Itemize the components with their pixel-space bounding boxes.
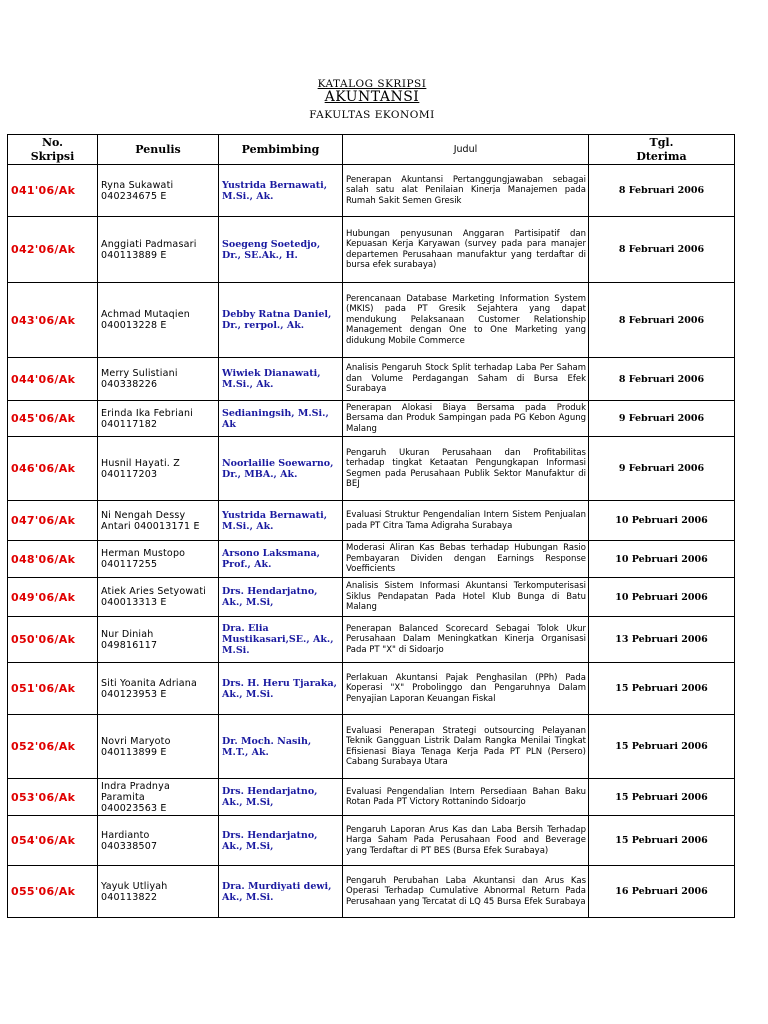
col-header-pembimbing: Pembimbing bbox=[219, 135, 343, 165]
penulis-cell bbox=[98, 165, 219, 217]
judul-cell: Evaluasi Penerapan Strategi outsourcing Pelayanan Teknik Gangguan Listrik Dalam Rangka Menilai Tingkat Efisienasi Biaya Tenaga Kerja Pada PT PLN (Persero) Cabang Surabaya Utara bbox=[343, 715, 589, 779]
judul-cell: Penerapan Balanced Scorecard Sebagai Tolok Ukur Perusahaan Dalam Meningkatkan Kinerja Organisasi Pada PT "X" di Sidoarjo bbox=[343, 617, 589, 663]
pembimbing-cell: Drs. Hendarjatno, Ak., M.Si, bbox=[219, 779, 343, 816]
penulis-nim: 040113822 bbox=[101, 891, 158, 903]
penulis-nim: 040013228 E bbox=[101, 320, 167, 331]
tanggal-cell: 9 Februari 2006 bbox=[589, 401, 735, 437]
col-header-penulis: Penulis bbox=[98, 135, 219, 165]
penulis-cell bbox=[98, 217, 219, 283]
penulis-nim: 049816117 bbox=[101, 639, 158, 651]
penulis-cell bbox=[98, 437, 219, 501]
pembimbing-cell: Drs. H. Heru Tjaraka, Ak., M.Si. bbox=[219, 663, 343, 715]
table-row bbox=[8, 501, 735, 541]
penulis-name: Yayuk Utliyah bbox=[101, 880, 168, 892]
penulis-name: Siti Yoanita Adriana bbox=[101, 677, 198, 689]
pembimbing-cell: Yustrida Bernawati, M.Si., Ak. bbox=[219, 501, 343, 541]
table-row bbox=[8, 779, 735, 816]
pembimbing-cell: Arsono Laksmana, Prof., Ak. bbox=[219, 541, 343, 578]
skripsi-number: 050'06/Ak bbox=[8, 617, 98, 663]
penulis-nim: Antari 040013171 E bbox=[101, 520, 200, 532]
tanggal-cell: 10 Pebruari 2006 bbox=[589, 541, 735, 578]
penulis-name: Hardianto bbox=[101, 829, 150, 841]
tanggal-cell: 8 Februari 2006 bbox=[589, 283, 735, 358]
tanggal-cell: 10 Pebruari 2006 bbox=[589, 501, 735, 541]
pembimbing-cell: Dr. Moch. Nasih, M.T., Ak. bbox=[219, 715, 343, 779]
penulis-name: Husnil Hayati. Z bbox=[101, 457, 180, 469]
table-row bbox=[8, 663, 735, 715]
skripsi-number: 052'06/Ak bbox=[8, 715, 98, 779]
judul-cell: Analisis Sistem Informasi Akuntansi Terkomputerisasi Siklus Pendapatan Pada Hotel Klub Bunga di Batu Malang bbox=[343, 578, 589, 617]
col-header-tgl: Tgl. Dterima bbox=[589, 135, 735, 165]
tanggal-cell: 13 Pebruari 2006 bbox=[589, 617, 735, 663]
skripsi-number: 054'06/Ak bbox=[8, 816, 98, 866]
penulis-name: Atiek Aries Setyowati bbox=[101, 586, 207, 597]
table-row bbox=[8, 617, 735, 663]
skripsi-number: 055'06/Ak bbox=[8, 866, 98, 918]
skripsi-number: 051'06/Ak bbox=[8, 663, 98, 715]
pembimbing-cell: Soegeng Soetedjo, Dr., SE.Ak., H. bbox=[219, 217, 343, 283]
judul-cell: Analisis Pengaruh Stock Split terhadap Laba Per Saham dan Volume Perdagangan Saham di Bursa Efek Surabaya bbox=[343, 358, 589, 401]
penulis-name: Anggiati Padmasari bbox=[101, 238, 197, 250]
penulis-cell bbox=[98, 501, 219, 541]
skripsi-number: 046'06/Ak bbox=[8, 437, 98, 501]
penulis-cell bbox=[98, 816, 219, 866]
table-row bbox=[8, 715, 735, 779]
skripsi-number: 049'06/Ak bbox=[8, 578, 98, 617]
judul-cell: Hubungan penyusunan Anggaran Partisipatif dan Kepuasan Kerja Karyawan (survey pada para manajer departemen Perusahaan manufaktur yang terdaftar di bursa efek surabaya) bbox=[343, 217, 589, 283]
tanggal-cell: 9 Februari 2006 bbox=[589, 437, 735, 501]
penulis-cell bbox=[98, 779, 219, 816]
skripsi-table bbox=[7, 134, 735, 918]
judul-cell: Pengaruh Perubahan Laba Akuntansi dan Arus Kas Operasi Terhadap Cumulative Abnormal Return Pada Perusahaan yang Tercatat di LQ 45 Bursa Efek Surabaya bbox=[343, 866, 589, 918]
penulis-cell bbox=[98, 866, 219, 918]
penulis-nim: 040234675 E bbox=[101, 190, 167, 202]
penulis-name: Erinda Ika Febriani bbox=[101, 407, 194, 419]
penulis-cell bbox=[98, 617, 219, 663]
pembimbing-cell: Dra. Murdiyati dewi, Ak., M.Si. bbox=[219, 866, 343, 918]
penulis-nim: 040338507 bbox=[101, 840, 158, 852]
penulis-nim: 040023563 E bbox=[101, 802, 167, 814]
col-header-judul: Judul bbox=[343, 135, 589, 165]
penulis-nim: 040338226 bbox=[101, 379, 158, 390]
skripsi-number: 053'06/Ak bbox=[8, 779, 98, 816]
penulis-nim: 040113899 E bbox=[101, 746, 167, 758]
penulis-cell bbox=[98, 715, 219, 779]
penulis-nim: 040013313 E bbox=[101, 597, 167, 608]
tanggal-cell: 8 Februari 2006 bbox=[589, 217, 735, 283]
table-row bbox=[8, 437, 735, 501]
penulis-nim: 040117203 bbox=[101, 468, 158, 480]
tanggal-cell: 10 Pebruari 2006 bbox=[589, 578, 735, 617]
skripsi-number: 041'06/Ak bbox=[8, 165, 98, 217]
judul-cell: Pengaruh Laporan Arus Kas dan Laba Bersih Terhadap Harga Saham Pada Perusahaan Food and Beverage yang Terdaftar di PT BES (Bursa Efek Surabaya) bbox=[343, 816, 589, 866]
skripsi-number: 044'06/Ak bbox=[8, 358, 98, 401]
table-row bbox=[8, 541, 735, 578]
pembimbing-cell: Debby Ratna Daniel, Dr., rerpol., Ak. bbox=[219, 283, 343, 358]
judul-cell: Pengaruh Ukuran Perusahaan dan Profitabilitas terhadap tingkat Ketaatan Pengungkapan Informasi Segmen pada Perusahaan Publik Sektor Manufaktur di BEJ bbox=[343, 437, 589, 501]
table-row bbox=[8, 816, 735, 866]
penulis-cell bbox=[98, 401, 219, 437]
table-row bbox=[8, 165, 735, 217]
pembimbing-cell: Sedianingsih, M.Si., Ak bbox=[219, 401, 343, 437]
skripsi-number: 042'06/Ak bbox=[8, 217, 98, 283]
pembimbing-cell: Yustrida Bernawati, M.Si., Ak. bbox=[219, 165, 343, 217]
table-row bbox=[8, 217, 735, 283]
tanggal-cell: 15 Pebruari 2006 bbox=[589, 663, 735, 715]
table-row bbox=[8, 283, 735, 358]
jurusan-title: AKUNTANSI bbox=[324, 89, 420, 105]
penulis-name: Indra Pradnya Paramita bbox=[101, 780, 170, 803]
table-row bbox=[8, 358, 735, 401]
penulis-name: Ryna Sukawati bbox=[101, 179, 174, 191]
judul-cell: Evaluasi Struktur Pengendalian Intern Sistem Penjualan pada PT Citra Tama Adigraha Surabaya bbox=[343, 501, 589, 541]
penulis-cell bbox=[98, 663, 219, 715]
penulis-name: Achmad Mutaqien bbox=[101, 309, 191, 320]
judul-cell: Penerapan Akuntansi Pertanggungjawaban sebagai salah satu alat Penilaian Kinerja Manajemen pada Rumah Sakit Semen Gresik bbox=[343, 165, 589, 217]
judul-cell: Penerapan Alokasi Biaya Bersama pada Produk Bersama dan Produk Sampingan pada PG Kebon Agung Malang bbox=[343, 401, 589, 437]
penulis-cell bbox=[98, 578, 219, 617]
penulis-name: Merry Sulistiani bbox=[101, 368, 178, 379]
pembimbing-cell: Drs. Hendarjatno, Ak., M.Si, bbox=[219, 578, 343, 617]
pembimbing-cell: Drs. Hendarjatno, Ak., M.Si, bbox=[219, 816, 343, 866]
penulis-name: Ni Nengah Dessy bbox=[101, 509, 186, 521]
penulis-name: Herman Mustopo bbox=[101, 548, 186, 559]
tanggal-cell: 15 Pebruari 2006 bbox=[589, 715, 735, 779]
tanggal-cell: 15 Pebruari 2006 bbox=[589, 816, 735, 866]
penulis-cell bbox=[98, 358, 219, 401]
tanggal-cell: 8 Februari 2006 bbox=[589, 165, 735, 217]
penulis-nim: 040123953 E bbox=[101, 688, 167, 700]
skripsi-number: 048'06/Ak bbox=[8, 541, 98, 578]
tanggal-cell: 15 Pebruari 2006 bbox=[589, 779, 735, 816]
fakultas-title: FAKULTAS EKONOMI bbox=[309, 109, 435, 121]
judul-cell: Moderasi Aliran Kas Bebas terhadap Hubungan Rasio Pembayaran Dividen dengan Earnings Response Voefficients bbox=[343, 541, 589, 578]
table-header-row bbox=[8, 135, 735, 165]
skripsi-number: 045'06/Ak bbox=[8, 401, 98, 437]
table-row bbox=[8, 866, 735, 918]
penulis-cell bbox=[98, 283, 219, 358]
katalog-title: KATALOG SKRIPSI bbox=[317, 78, 427, 90]
penulis-name: Nur Diniah bbox=[101, 628, 154, 640]
penulis-nim: 040113889 E bbox=[101, 249, 167, 261]
judul-cell: Evaluasi Pengendalian Intern Persediaan Bahan Baku Rotan Pada PT Victory Rottanindo Sidoarjo bbox=[343, 779, 589, 816]
tanggal-cell: 16 Pebruari 2006 bbox=[589, 866, 735, 918]
judul-cell: Perlakuan Akuntansi Pajak Penghasilan (PPh) Pada Koperasi "X" Probolinggo dan Pengaruhnya Dalam Penyajian Laporan Keuangan Fiskal bbox=[343, 663, 589, 715]
penulis-cell bbox=[98, 541, 219, 578]
penulis-nim: 040117182 bbox=[101, 418, 158, 430]
table-row bbox=[8, 578, 735, 617]
table-row bbox=[8, 401, 735, 437]
tanggal-cell: 8 Februari 2006 bbox=[589, 358, 735, 401]
skripsi-number: 047'06/Ak bbox=[8, 501, 98, 541]
penulis-name: Novri Maryoto bbox=[101, 735, 171, 747]
pembimbing-cell: Noorlailie Soewarno, Dr., MBA., Ak. bbox=[219, 437, 343, 501]
pembimbing-cell: Wiwiek Dianawati, M.Si., Ak. bbox=[219, 358, 343, 401]
skripsi-number: 043'06/Ak bbox=[8, 283, 98, 358]
col-header-no: No. Skripsi bbox=[8, 135, 98, 165]
pembimbing-cell: Dra. Elia Mustikasari,SE., Ak., M.Si. bbox=[219, 617, 343, 663]
penulis-nim: 040117255 bbox=[101, 559, 158, 570]
judul-cell: Perencanaan Database Marketing Information System (MKIS) pada PT Gresik Sejahtera yang dapat mendukung Pelaksanaan Customer Relationship Management dengan One to One Marketing yang didukung Mobile Commerce bbox=[343, 283, 589, 358]
